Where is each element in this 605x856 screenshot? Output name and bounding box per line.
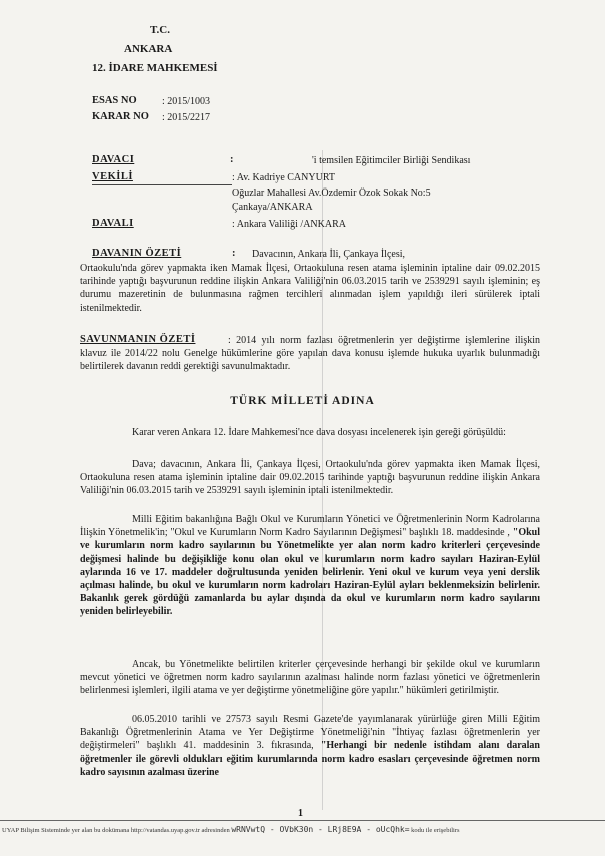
summary-label: DAVANIN ÖZETİ [92, 248, 182, 259]
karar-value: : 2015/2217 [162, 112, 211, 123]
body-paragraph-2: Dava; davacının, Ankara İli, Çankaya İlçesi, Ortaokulu'nda görev yapmakta iken Mamak İlçesi, Ortaokuluna resen atama işleminin iptaline dair 09.02.2015 tarihinde yaptığı başvurunun reddine ilişkin Ankara Valiliği'nin 06.03.2015 tarih ve 2539291 sayılı işleminin iptali istenilmektedir. [80, 459, 540, 497]
header-court: 12. İDARE MAHKEMESİ [92, 62, 218, 74]
vekili-underline [92, 184, 232, 185]
summary-colon: : [232, 248, 236, 259]
esas-label: ESAS NO [92, 95, 137, 106]
page-number: 1 [298, 808, 303, 819]
vekili-address-line1: Oğuzlar Mahallesi Av.Özdemir Özok Sokak No:5 [232, 188, 431, 199]
vekili-value: : Av. Kadriye CANYURT [232, 172, 335, 183]
karar-label: KARAR NO [92, 111, 149, 122]
summary-text: Ortaokulu'nda görev yapmakta iken Mamak İlçesi, Ortaokuluna resen atama işleminin iptaline dair 09.02.2015 tarihinde yaptığı başvurunun reddine ilişkin Ankara Valiliği'nin 06.03.2015 tarih ve 2539291 sayılı işleminin; eş durumu mazeretinin de bulunmasına rağmen tercihleri alınmadan işlem yapıldığı ileri sürülerek iptali istenilmektedir. [80, 263, 540, 314]
footer-text-2: kodu ile erişebilirs [411, 827, 460, 834]
body-paragraph-4: Ancak, bu Yönetmelikte belirtilen kriterler çerçevesinde herhangi bir şekilde okul ve kurumların mevcut yönetici ve öğretmen norm kadro sayılarının azalması halinde norm fazlası yönetici ve öğretmenlerin belirlenmesi işlemleri, ilgili atama ve yer değiştirme yönetmeliğine göre yapılır." hükümleri getirilmiştir. [80, 659, 540, 697]
regulation-quote: "Okul ve kurumların norm kadro sayılarının bu Yönetmelikte yer alan norm kadro kriterleri çerçevesinde değişmesi halinde bu değişikliğe konu olan okul ve kurumların norm kadro sayıları Haziran-Eylül aylarında 16 ve 17. maddeler doğrultusunda yeniden belirlenir. Yeni okul ve kurum veya yeni derslik açılması halinde, bu okul ve kurumların norm kadroları Haziran-Eylül ayları beklenmeksizin belirlenir. Bakanlık gerek gördüğü zamanlarda bu aylar dışında da okul ve kurumların norm kadro sayılarını yeniden belirleyebilir. [80, 527, 541, 618]
header-city: ANKARA [124, 43, 173, 55]
footer-bar [2, 825, 460, 834]
defense-label: SAVUNMANIN ÖZETİ [80, 334, 196, 345]
davali-label: DAVALI [92, 218, 134, 229]
gazette-intro: 06.05.2010 tarihli ve 27573 sayılı Resmi Gazete'de yayımlanarak yürürlüğe giren Milli Eğitim Bakanlığı Öğretmenlerinin Atama ve Yer Değiştirme Yönetmeliği'nin "İhtiyaç fazlası öğretmenlerin yer değiştirmeleri" başlıklı 41. maddesinin 3. fıkrasında, [80, 714, 540, 752]
vekili-label: VEKİLİ [92, 171, 133, 182]
defense-text: : 2014 yılı norm fazlası öğretmenlerin yer değiştirme işlemlerine ilişkin klavuz ile 2014/22 nolu Genelge hükümlerine göre yapılan dava konusu işlemde hukuka uyarlık bulunmadığı belirtilerek davanın reddi gerektiği savunulmaktadır. [80, 335, 540, 373]
header-tc: T.C. [150, 24, 170, 36]
vekili-address-line2: Çankaya/ANKARA [232, 202, 313, 213]
verdict-title: TÜRK MİLLETİ ADINA [230, 395, 375, 407]
davali-value: : Ankara Valiliği /ANKARA [232, 219, 346, 230]
davaci-value: 'i temsilen Eğitimciler Birliği Sendikası [312, 155, 471, 166]
regulation-intro: Milli Eğitim bakanlığına Bağlı Okul ve Kurumların Yönetici ve Öğretmenlerinin Norm Kadrolarına İlişkin Yönetmelik'in; "Okul ve Kurumların Norm Kadro Sayılarının Değişmesi" başlıklı 18. maddesinde , [80, 514, 540, 539]
body-paragraph-5 [80, 713, 540, 779]
summary-first-line: Davacının, Ankara İli, Çankaya İlçesi, [252, 249, 405, 260]
gazette-quote: "Herhangi bir nedenle istihdam alanı daralan öğretmenler ile görevli oldukları eğitim kurumlarında norm kadro esasları çerçevesinde öğretmen norm kadro sayısının azalması üzerine [80, 740, 540, 778]
esas-value: : 2015/1003 [162, 96, 211, 107]
body-paragraph-3 [80, 513, 540, 619]
footer-text-1: UYAP Bilişim Sisteminde yer alan bu dokümana http://vatandas.uyap.gov.tr adresinden [2, 827, 230, 834]
davaci-colon: : [230, 154, 234, 165]
body-paragraph-1: Karar veren Ankara 12. İdare Mahkemesi'nce dava dosyası incelenerek işin gereği görüşüldü: [132, 427, 506, 438]
footer-access-code: wRNVwtQ - OVbK30n - LRj8E9A - oUcQhk= [231, 825, 410, 834]
footer-rule [0, 820, 605, 821]
davaci-label: DAVACI [92, 154, 135, 165]
